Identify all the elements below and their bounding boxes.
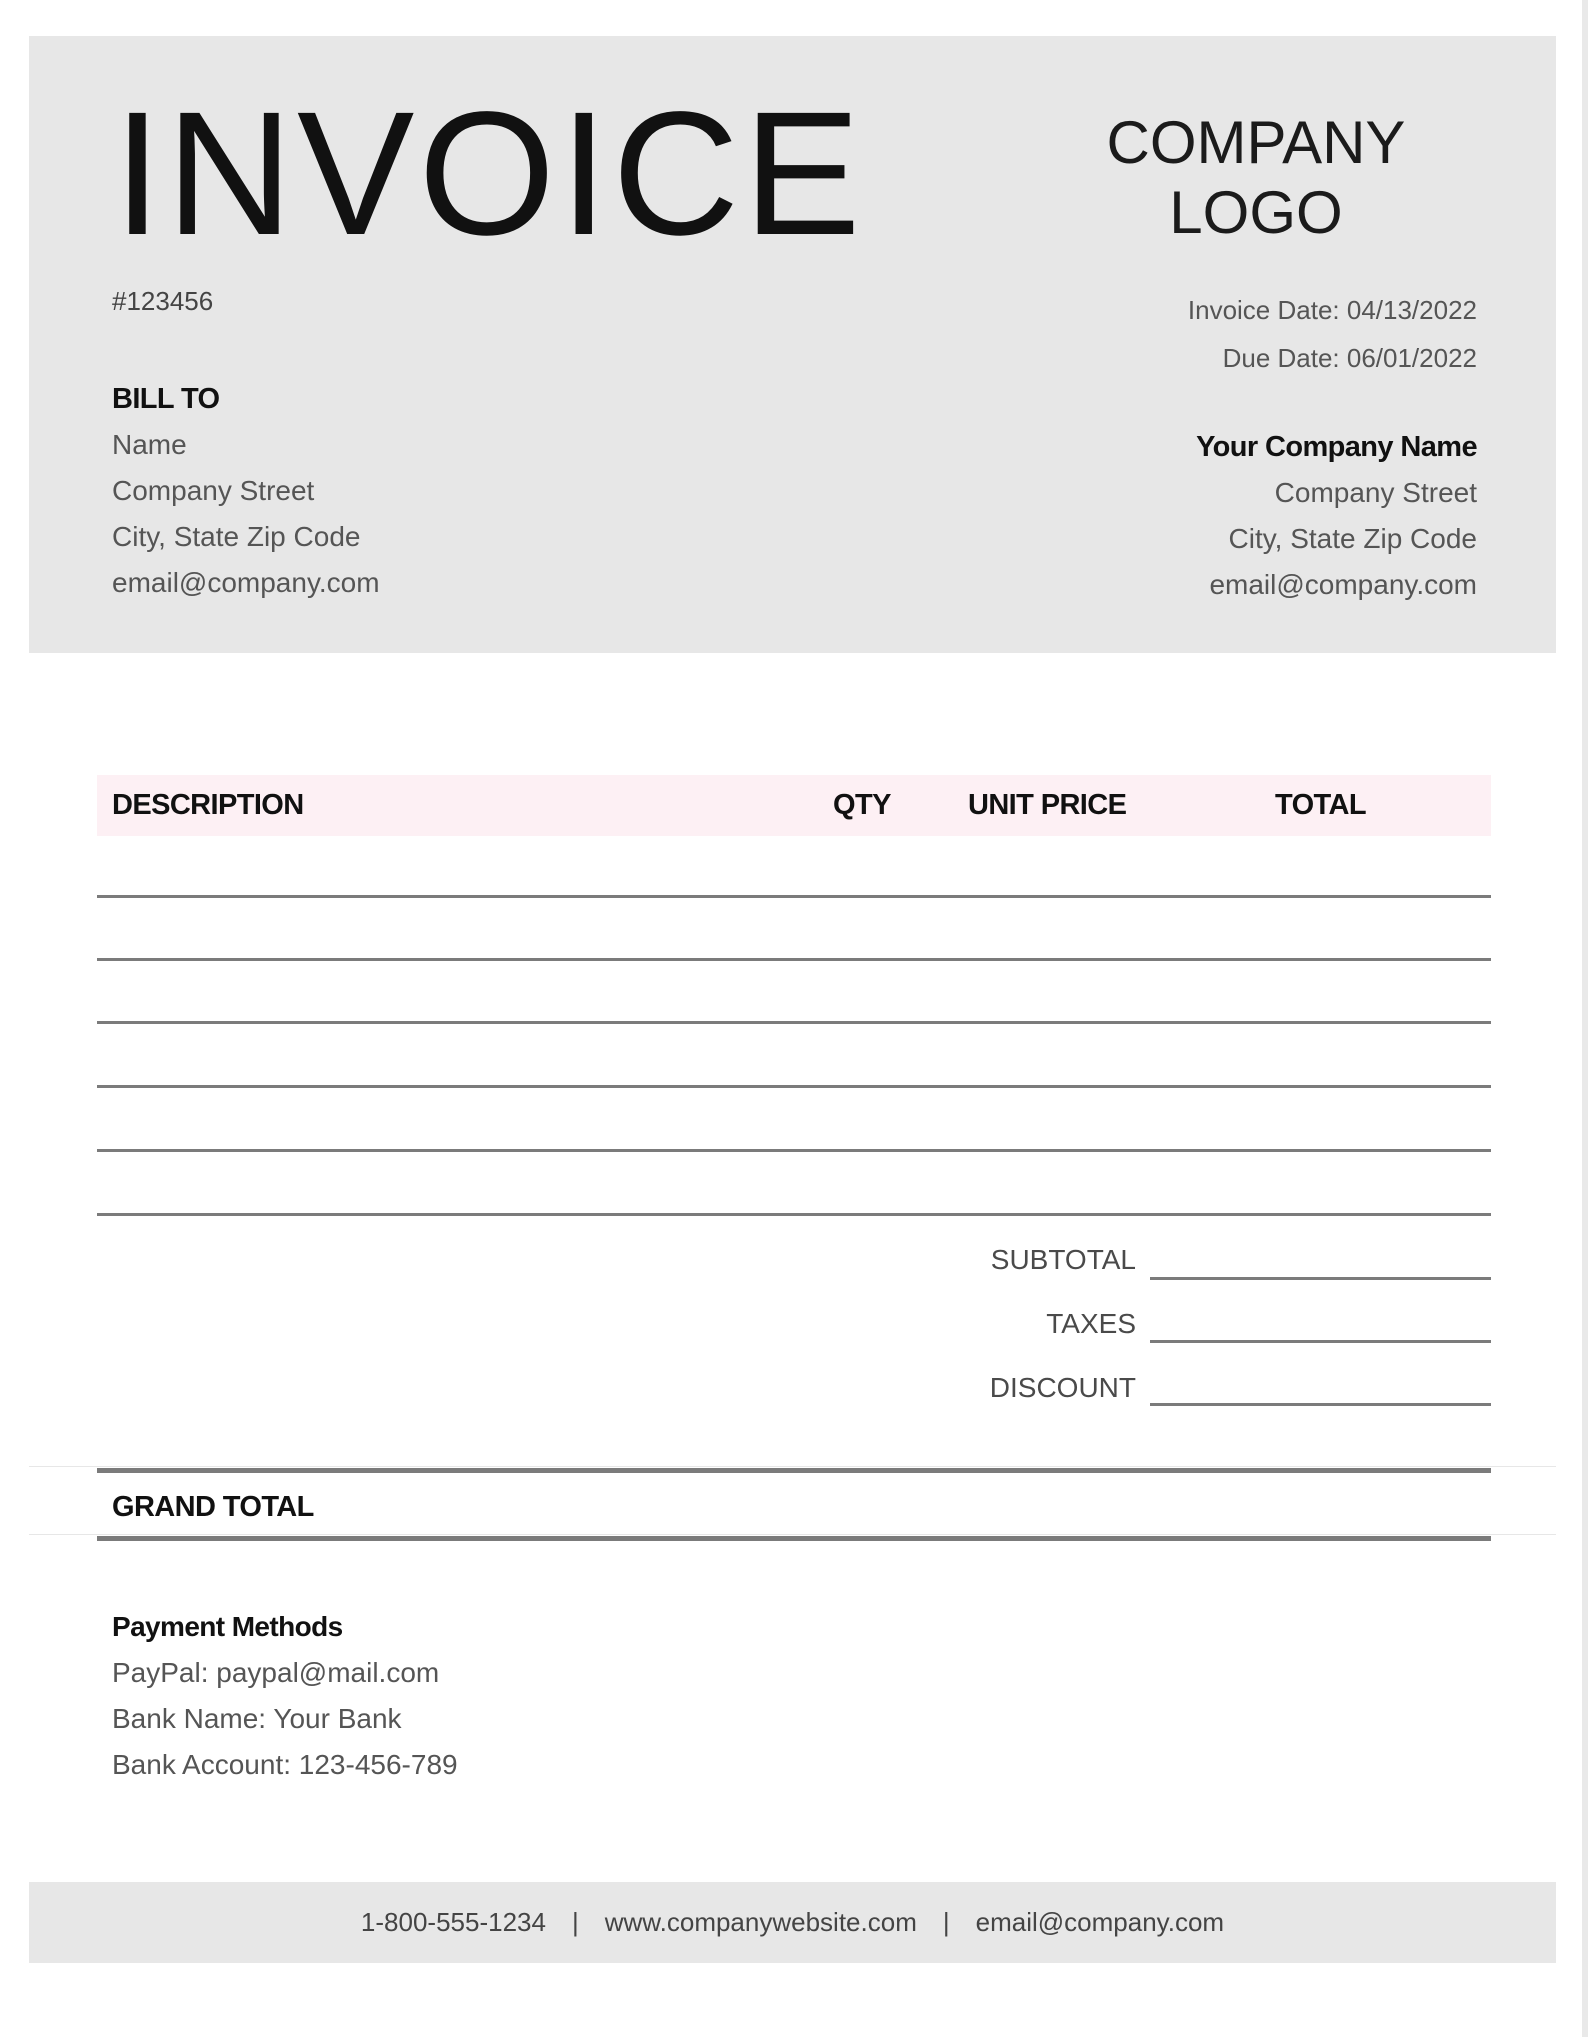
table-row[interactable] [97, 1149, 1491, 1152]
page-edge-shadow [1582, 0, 1588, 2037]
bill-to-email: email@company.com [112, 567, 380, 598]
invoice-date: Invoice Date: 04/13/2022 [1187, 295, 1477, 325]
subtotal-label: SUBTOTAL [990, 1244, 1136, 1275]
company-street: Company Street [1274, 477, 1477, 508]
bill-to-street: Company Street [112, 475, 315, 506]
items-table-header [97, 775, 1491, 836]
logo-line-2: LOGO [1169, 179, 1343, 246]
due-date: Due Date: 06/01/2022 [1222, 343, 1477, 373]
payment-paypal: PayPal: paypal@mail.com [112, 1657, 440, 1688]
footer-phone: 1-800-555-1234 [360, 1907, 546, 1937]
taxes-field[interactable] [1150, 1340, 1491, 1343]
company-logo-placeholder [1046, 108, 1466, 248]
footer-website: www.companywebsite.com [604, 1907, 917, 1937]
discount-label: DISCOUNT [989, 1372, 1136, 1403]
footer-separator: | [571, 1907, 579, 1937]
bill-to-name: Name [112, 429, 187, 460]
column-header-unit-price: UNIT PRICE [968, 789, 1127, 821]
invoice-footer [29, 1882, 1556, 1963]
grand-total-bottom-rule [97, 1536, 1491, 1541]
column-header-qty: QTY [833, 789, 891, 821]
company-city: City, State Zip Code [1228, 523, 1477, 554]
company-email: email@company.com [1209, 569, 1477, 600]
bill-to-city: City, State Zip Code [112, 521, 361, 552]
table-row[interactable] [97, 1213, 1491, 1216]
company-name: Your Company Name [1196, 431, 1477, 463]
divider [29, 1534, 1556, 1535]
table-row[interactable] [97, 1021, 1491, 1024]
discount-field[interactable] [1150, 1403, 1491, 1406]
table-row[interactable] [97, 1085, 1491, 1088]
logo-line-1: COMPANY [1106, 109, 1406, 176]
table-row[interactable] [97, 958, 1491, 961]
subtotal-field[interactable] [1150, 1277, 1491, 1280]
footer-separator: | [942, 1907, 950, 1937]
taxes-label: TAXES [1046, 1308, 1136, 1339]
invoice-header [29, 36, 1556, 653]
grand-total-label: GRAND TOTAL [112, 1491, 314, 1523]
column-header-description: DESCRIPTION [112, 789, 304, 821]
payment-bank-account: Bank Account: 123-456-789 [112, 1749, 458, 1780]
grand-total-top-rule [97, 1468, 1491, 1473]
column-header-total: TOTAL [1275, 789, 1366, 821]
payment-methods-label: Payment Methods [112, 1611, 343, 1642]
divider [29, 1466, 1556, 1467]
payment-methods-block [112, 1604, 458, 1788]
footer-email: email@company.com [975, 1907, 1225, 1937]
bill-to-block [112, 376, 380, 606]
table-row[interactable] [97, 895, 1491, 898]
invoice-title: INVOICE [113, 76, 865, 272]
invoice-number: #123456 [112, 286, 214, 316]
company-info-block [1188, 286, 1477, 608]
payment-bank-name: Bank Name: Your Bank [112, 1703, 402, 1734]
bill-to-label: BILL TO [112, 383, 220, 415]
